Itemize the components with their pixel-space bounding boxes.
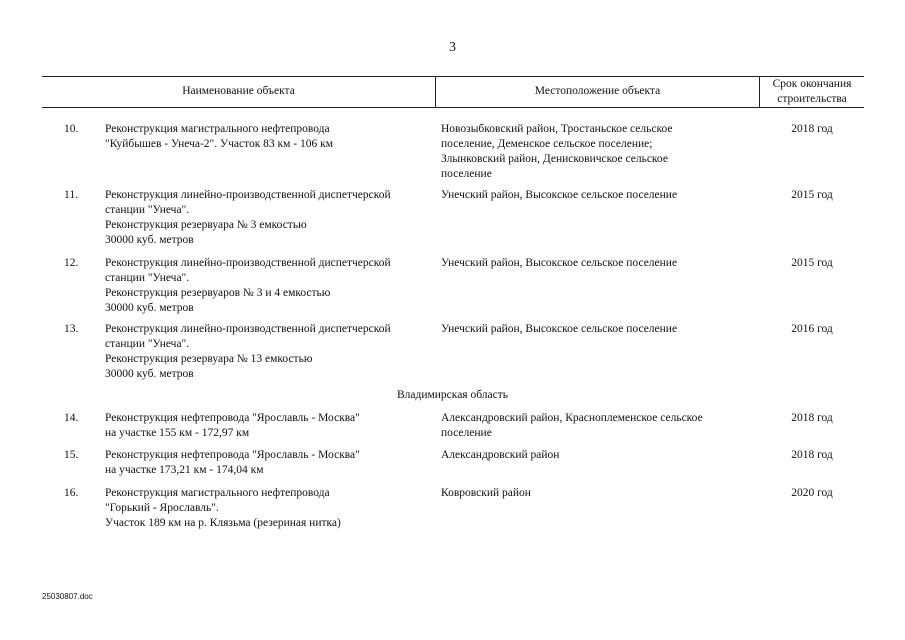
location-line: Злынковский район, Денисковичское сельское bbox=[441, 153, 668, 165]
row-term: 2018 год bbox=[791, 123, 833, 135]
name-line: станции "Унеча". bbox=[105, 338, 190, 350]
row-number: 11. bbox=[64, 189, 78, 201]
row-location bbox=[441, 411, 751, 441]
name-line: Реконструкция резервуара № 3 емкостью bbox=[105, 219, 307, 231]
name-line: станции "Унеча". bbox=[105, 204, 190, 216]
row-number: 12. bbox=[64, 257, 79, 269]
row-name bbox=[105, 486, 435, 531]
name-line: Участок 189 км на р. Клязьма (резериная нитка) bbox=[105, 517, 341, 529]
name-line: 30000 куб. метров bbox=[105, 302, 194, 314]
region-heading: Владимирская область bbox=[396, 389, 509, 401]
row-number: 14. bbox=[64, 412, 79, 424]
row-location bbox=[441, 256, 751, 271]
row-number: 16. bbox=[64, 487, 79, 499]
row-term: 2018 год bbox=[791, 449, 833, 461]
location-line: Александровский район bbox=[441, 449, 560, 461]
location-line: Ковровский район bbox=[441, 487, 531, 499]
name-line: Реконструкция нефтепровода "Ярославль - Москва" bbox=[105, 412, 360, 424]
header-col-term-line2: строительства bbox=[777, 93, 847, 105]
header-top-rule bbox=[42, 76, 864, 77]
row-location bbox=[441, 188, 751, 203]
location-line: Унечский район, Высокское сельское поселение bbox=[441, 257, 678, 269]
header-col-location: Местоположение объекта bbox=[534, 85, 661, 97]
location-line: Унечский район, Высокское сельское поселение bbox=[441, 323, 678, 335]
row-number: 10. bbox=[64, 123, 79, 135]
name-line: Реконструкция магистрального нефтепровода bbox=[105, 487, 330, 499]
row-location bbox=[441, 448, 751, 463]
header-bottom-rule bbox=[42, 107, 864, 108]
row-location bbox=[441, 486, 751, 501]
location-line: Новозыбковский район, Тростаньское сельское bbox=[441, 123, 673, 135]
row-number: 13. bbox=[64, 323, 79, 335]
row-term: 2016 год bbox=[791, 323, 833, 335]
name-line: станции "Унеча". bbox=[105, 272, 190, 284]
name-line: Реконструкция магистрального нефтепровода bbox=[105, 123, 330, 135]
row-name bbox=[105, 188, 435, 248]
header-col-term-line1: Срок окончания bbox=[772, 78, 852, 90]
row-name bbox=[105, 256, 435, 316]
name-line: "Горький - Ярославль". bbox=[105, 502, 219, 514]
page-number: 3 bbox=[449, 40, 456, 55]
name-line: Реконструкция линейно-производственной диспетчерской bbox=[105, 189, 391, 201]
name-line: на участке 173,21 км - 174,04 км bbox=[105, 464, 264, 476]
name-line: Реконструкция резервуара № 13 емкостью bbox=[105, 353, 313, 365]
row-name bbox=[105, 411, 435, 441]
row-term: 2020 год bbox=[791, 487, 833, 499]
row-location bbox=[441, 322, 751, 337]
row-location bbox=[441, 122, 751, 182]
footer-filename: 25030807.doc bbox=[42, 592, 93, 601]
name-line: Реконструкция резервуаров № 3 и 4 емкостью bbox=[105, 287, 331, 299]
header-col-name: Наименование объекта bbox=[182, 85, 295, 97]
location-line: поселение bbox=[441, 168, 492, 180]
row-name bbox=[105, 448, 435, 478]
name-line: 30000 куб. метров bbox=[105, 234, 194, 246]
name-line: Реконструкция нефтепровода "Ярославль - Москва" bbox=[105, 449, 360, 461]
row-term: 2015 год bbox=[791, 189, 833, 201]
row-name bbox=[105, 322, 435, 382]
name-line: "Куйбышев - Унеча-2". Участок 83 км - 106 км bbox=[105, 138, 333, 150]
name-line: Реконструкция линейно-производственной диспетчерской bbox=[105, 257, 391, 269]
row-term: 2018 год bbox=[791, 412, 833, 424]
name-line: Реконструкция линейно-производственной диспетчерской bbox=[105, 323, 391, 335]
location-line: Унечский район, Высокское сельское поселение bbox=[441, 189, 678, 201]
row-term: 2015 год bbox=[791, 257, 833, 269]
location-line: поселение bbox=[441, 427, 492, 439]
row-name bbox=[105, 122, 435, 152]
name-line: 30000 куб. метров bbox=[105, 368, 194, 380]
location-line: Александровский район, Красноплеменское сельское bbox=[441, 412, 703, 424]
name-line: на участке 155 км - 172,97 км bbox=[105, 427, 250, 439]
row-number: 15. bbox=[64, 449, 79, 461]
location-line: поселение, Деменское сельское поселение; bbox=[441, 138, 653, 150]
